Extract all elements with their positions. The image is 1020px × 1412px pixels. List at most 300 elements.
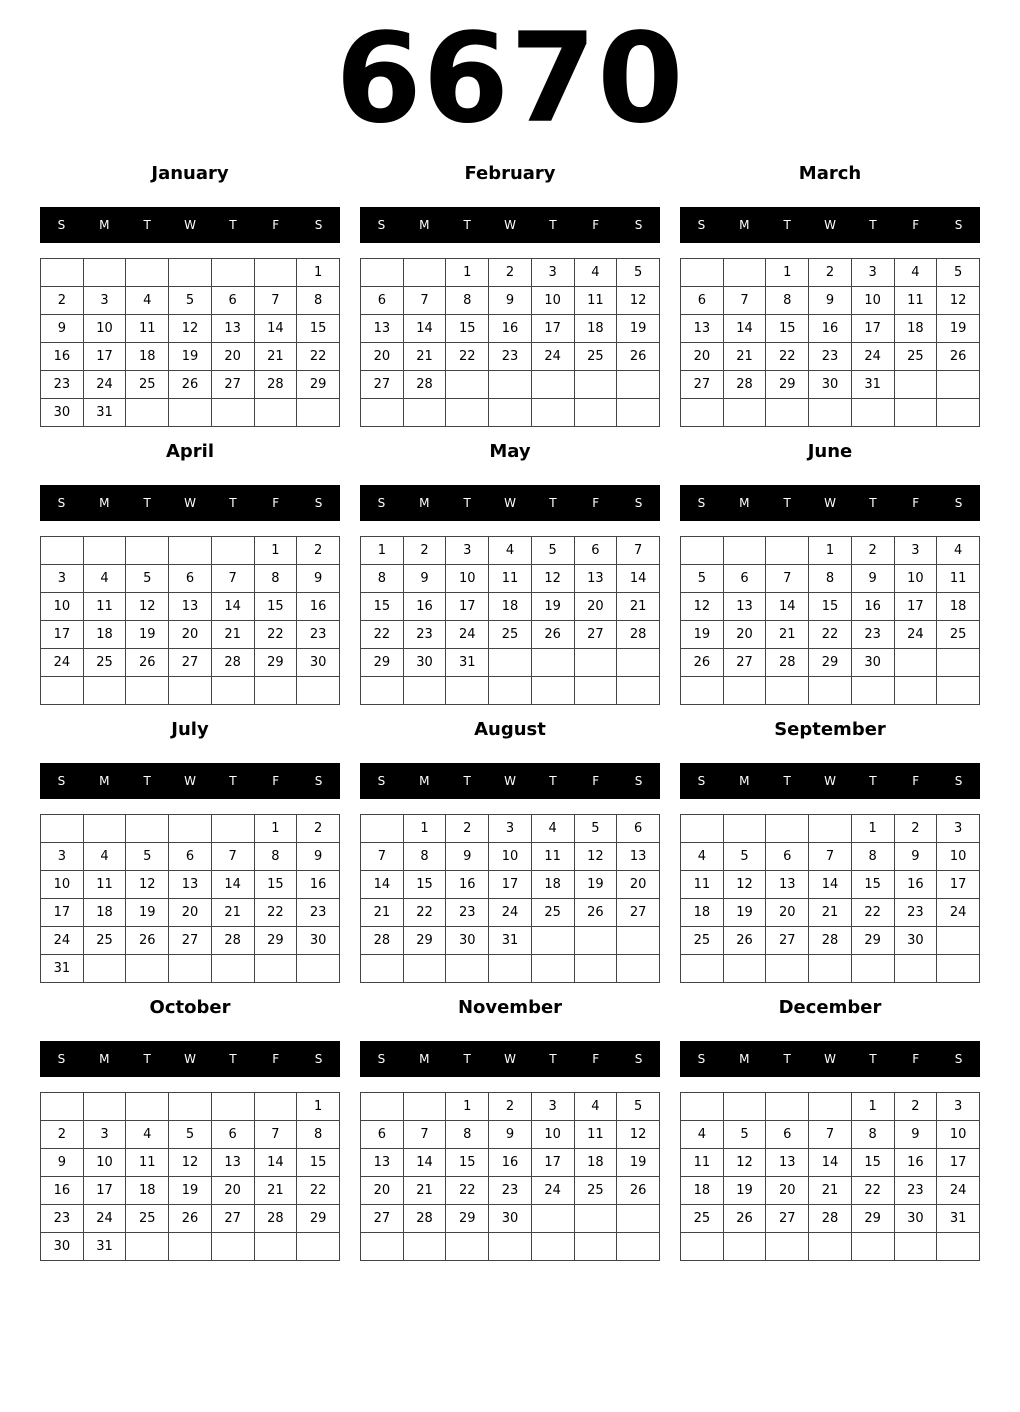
week-row	[41, 677, 340, 705]
week-row	[681, 1205, 980, 1233]
day-cell: 18	[531, 871, 574, 899]
weekday-header	[680, 485, 980, 521]
day-cell: 4	[126, 1121, 169, 1149]
day-cell	[617, 955, 660, 983]
day-cell	[937, 1233, 980, 1261]
day-cell	[403, 259, 446, 287]
day-cell: 19	[723, 1177, 766, 1205]
day-cell	[169, 259, 212, 287]
day-cell: 3	[41, 565, 84, 593]
day-grid	[360, 536, 660, 705]
day-cell: 27	[361, 371, 404, 399]
day-cell: 9	[809, 287, 852, 315]
weekday-label: T	[869, 496, 877, 510]
week-row	[681, 649, 980, 677]
day-cell: 16	[489, 1149, 532, 1177]
weekday-label: T	[549, 774, 557, 788]
day-cell: 19	[617, 1149, 660, 1177]
day-cell: 3	[446, 537, 489, 565]
day-cell: 29	[809, 649, 852, 677]
day-cell	[489, 371, 532, 399]
day-cell: 24	[41, 927, 84, 955]
day-cell: 11	[83, 871, 126, 899]
month-name: November	[457, 997, 563, 1018]
day-cell	[446, 955, 489, 983]
weekday-header	[680, 1041, 980, 1077]
day-cell: 19	[937, 315, 980, 343]
day-cell: 4	[574, 259, 617, 287]
day-cell: 6	[169, 565, 212, 593]
week-row	[681, 315, 980, 343]
weekday-label: S	[697, 774, 706, 788]
day-cell	[361, 1233, 404, 1261]
day-cell	[937, 371, 980, 399]
day-cell: 12	[681, 593, 724, 621]
day-cell: 15	[297, 315, 340, 343]
day-cell: 9	[446, 843, 489, 871]
weekday-header	[680, 207, 980, 243]
day-cell: 20	[766, 1177, 809, 1205]
day-cell: 7	[809, 1121, 852, 1149]
day-cell	[531, 955, 574, 983]
day-cell: 9	[297, 843, 340, 871]
day-cell: 1	[446, 259, 489, 287]
day-cell: 30	[446, 927, 489, 955]
day-cell	[681, 399, 724, 427]
weekday-label: W	[824, 774, 836, 788]
day-cell: 11	[681, 871, 724, 899]
day-cell: 30	[894, 927, 937, 955]
weekday-label: S	[377, 496, 386, 510]
weekday-label: S	[697, 218, 706, 232]
day-cell: 21	[361, 899, 404, 927]
day-cell: 12	[723, 871, 766, 899]
day-cell: 21	[403, 343, 446, 371]
day-cell	[41, 815, 84, 843]
day-cell	[126, 955, 169, 983]
day-cell: 4	[83, 565, 126, 593]
day-cell	[211, 1093, 254, 1121]
weekday-label: F	[912, 496, 920, 510]
day-cell: 4	[894, 259, 937, 287]
day-cell: 10	[937, 843, 980, 871]
weekday-label: F	[912, 218, 920, 232]
day-cell: 15	[361, 593, 404, 621]
weekday-label: T	[783, 1052, 791, 1066]
day-cell: 1	[446, 1093, 489, 1121]
day-cell: 10	[531, 1121, 574, 1149]
day-cell: 30	[41, 399, 84, 427]
day-cell: 8	[766, 287, 809, 315]
day-cell: 30	[41, 1233, 84, 1261]
month-name: August	[474, 719, 546, 740]
day-cell: 2	[851, 537, 894, 565]
day-cell: 13	[361, 315, 404, 343]
week-row	[361, 955, 660, 983]
day-cell: 20	[681, 343, 724, 371]
day-cell: 16	[851, 593, 894, 621]
day-cell: 10	[531, 287, 574, 315]
day-cell: 12	[617, 1121, 660, 1149]
day-cell: 20	[211, 1177, 254, 1205]
day-cell	[894, 371, 937, 399]
day-cell: 2	[297, 537, 340, 565]
day-cell: 9	[894, 1121, 937, 1149]
day-cell: 11	[937, 565, 980, 593]
day-cell: 16	[297, 871, 340, 899]
weekday-label: T	[869, 218, 877, 232]
day-cell: 15	[851, 871, 894, 899]
day-cell	[254, 1233, 297, 1261]
week-row	[361, 399, 660, 427]
day-cell: 7	[617, 537, 660, 565]
day-cell: 28	[617, 621, 660, 649]
day-cell	[489, 399, 532, 427]
day-cell: 26	[681, 649, 724, 677]
day-cell	[617, 677, 660, 705]
day-cell	[723, 1093, 766, 1121]
day-cell: 25	[574, 1177, 617, 1205]
weekday-label: W	[504, 774, 516, 788]
day-cell: 22	[254, 621, 297, 649]
day-cell: 20	[169, 899, 212, 927]
day-cell: 24	[41, 649, 84, 677]
day-cell: 5	[126, 565, 169, 593]
day-cell	[297, 955, 340, 983]
day-cell: 9	[894, 843, 937, 871]
day-cell	[723, 1233, 766, 1261]
day-cell: 31	[937, 1205, 980, 1233]
day-cell: 17	[937, 871, 980, 899]
day-cell	[446, 371, 489, 399]
weekday-label: S	[314, 496, 323, 510]
day-cell	[574, 399, 617, 427]
weekday-header	[40, 763, 340, 799]
day-grid	[680, 536, 980, 705]
day-cell: 29	[851, 927, 894, 955]
day-cell: 8	[254, 565, 297, 593]
day-cell: 24	[531, 343, 574, 371]
day-cell: 14	[809, 1149, 852, 1177]
day-cell: 30	[297, 649, 340, 677]
day-cell: 4	[531, 815, 574, 843]
weekday-label: M	[419, 774, 430, 788]
day-cell: 30	[297, 927, 340, 955]
day-cell: 15	[446, 1149, 489, 1177]
day-cell: 28	[211, 649, 254, 677]
day-cell: 17	[41, 621, 84, 649]
weekday-label: W	[184, 218, 196, 232]
day-cell: 26	[723, 1205, 766, 1233]
day-cell: 13	[766, 871, 809, 899]
day-cell: 25	[681, 1205, 724, 1233]
week-row	[361, 1093, 660, 1121]
week-row	[41, 621, 340, 649]
day-cell: 16	[894, 871, 937, 899]
weekday-label: T	[783, 218, 791, 232]
day-cell: 11	[83, 593, 126, 621]
day-cell	[41, 677, 84, 705]
day-cell	[254, 399, 297, 427]
day-cell	[211, 677, 254, 705]
weekday-label: W	[184, 774, 196, 788]
day-cell: 6	[361, 1121, 404, 1149]
weekday-label: W	[504, 1052, 516, 1066]
day-cell: 21	[211, 621, 254, 649]
day-cell: 17	[851, 315, 894, 343]
day-cell	[574, 1233, 617, 1261]
day-cell: 11	[489, 565, 532, 593]
day-cell: 22	[851, 1177, 894, 1205]
day-cell: 7	[211, 843, 254, 871]
day-cell	[766, 677, 809, 705]
day-cell: 14	[617, 565, 660, 593]
day-cell	[851, 677, 894, 705]
week-row	[681, 927, 980, 955]
day-cell: 29	[254, 649, 297, 677]
day-cell: 13	[211, 1149, 254, 1177]
day-cell: 5	[681, 565, 724, 593]
day-cell	[681, 537, 724, 565]
day-cell: 24	[894, 621, 937, 649]
day-cell: 16	[809, 315, 852, 343]
day-cell	[531, 649, 574, 677]
day-cell: 26	[617, 1177, 660, 1205]
day-cell: 27	[211, 1205, 254, 1233]
day-cell: 6	[361, 287, 404, 315]
day-cell	[531, 371, 574, 399]
day-cell	[574, 1205, 617, 1233]
day-cell	[531, 677, 574, 705]
day-cell: 25	[894, 343, 937, 371]
day-cell: 26	[169, 1205, 212, 1233]
day-cell	[809, 677, 852, 705]
weekday-header	[40, 1041, 340, 1077]
day-cell	[297, 677, 340, 705]
weekday-label: W	[824, 1052, 836, 1066]
day-cell: 24	[531, 1177, 574, 1205]
day-cell: 19	[169, 343, 212, 371]
day-cell: 24	[937, 899, 980, 927]
day-cell: 23	[403, 621, 446, 649]
day-cell: 13	[723, 593, 766, 621]
day-cell	[297, 399, 340, 427]
weekday-label: F	[272, 1052, 280, 1066]
week-row	[681, 899, 980, 927]
day-cell: 14	[361, 871, 404, 899]
day-cell: 15	[446, 315, 489, 343]
day-cell: 21	[254, 1177, 297, 1205]
day-cell: 12	[574, 843, 617, 871]
day-cell	[211, 537, 254, 565]
day-cell	[211, 815, 254, 843]
day-cell: 18	[894, 315, 937, 343]
day-cell	[403, 1093, 446, 1121]
day-cell: 28	[254, 1205, 297, 1233]
weekday-label: T	[869, 1052, 877, 1066]
month-name: May	[489, 441, 531, 462]
day-cell: 3	[83, 287, 126, 315]
day-cell	[169, 815, 212, 843]
day-cell: 21	[723, 343, 766, 371]
day-cell: 19	[617, 315, 660, 343]
day-cell: 21	[766, 621, 809, 649]
weekday-header	[680, 763, 980, 799]
day-cell: 7	[254, 287, 297, 315]
week-row	[681, 815, 980, 843]
day-cell: 17	[446, 593, 489, 621]
day-cell: 8	[851, 843, 894, 871]
day-cell: 18	[574, 1149, 617, 1177]
week-row	[41, 371, 340, 399]
day-cell: 27	[723, 649, 766, 677]
day-cell: 1	[361, 537, 404, 565]
day-cell	[809, 1093, 852, 1121]
day-cell: 22	[766, 343, 809, 371]
month-name: July	[171, 719, 209, 740]
day-cell: 16	[489, 315, 532, 343]
weekday-label: T	[143, 774, 151, 788]
day-cell: 23	[297, 899, 340, 927]
day-cell: 2	[403, 537, 446, 565]
day-cell	[937, 399, 980, 427]
weekday-label: T	[463, 774, 471, 788]
day-grid	[680, 814, 980, 983]
day-cell	[169, 1233, 212, 1261]
day-cell: 15	[254, 593, 297, 621]
day-cell	[937, 955, 980, 983]
day-cell: 21	[211, 899, 254, 927]
weekday-label: W	[504, 496, 516, 510]
day-cell	[126, 815, 169, 843]
day-cell: 20	[723, 621, 766, 649]
day-cell: 25	[126, 371, 169, 399]
week-row	[681, 1233, 980, 1261]
day-cell: 14	[403, 315, 446, 343]
week-row	[361, 1205, 660, 1233]
weekday-label: S	[954, 496, 963, 510]
day-cell	[851, 1233, 894, 1261]
day-cell: 25	[126, 1205, 169, 1233]
day-cell: 6	[723, 565, 766, 593]
day-cell: 9	[297, 565, 340, 593]
day-cell	[489, 677, 532, 705]
day-cell: 3	[531, 1093, 574, 1121]
day-grid	[40, 258, 340, 427]
day-cell	[489, 955, 532, 983]
week-row	[41, 593, 340, 621]
day-cell	[766, 815, 809, 843]
day-cell: 15	[809, 593, 852, 621]
day-cell	[937, 649, 980, 677]
day-cell: 20	[617, 871, 660, 899]
week-row	[41, 1121, 340, 1149]
day-cell	[531, 1233, 574, 1261]
day-cell: 8	[809, 565, 852, 593]
day-cell: 11	[126, 315, 169, 343]
day-cell: 23	[446, 899, 489, 927]
day-cell	[211, 1233, 254, 1261]
day-cell: 8	[446, 1121, 489, 1149]
day-cell: 13	[211, 315, 254, 343]
day-cell: 25	[489, 621, 532, 649]
day-cell: 9	[41, 315, 84, 343]
day-cell	[894, 677, 937, 705]
day-cell	[681, 955, 724, 983]
month-name: October	[149, 997, 231, 1018]
weekday-label: M	[419, 218, 430, 232]
day-cell	[723, 955, 766, 983]
day-cell: 30	[489, 1205, 532, 1233]
day-cell	[894, 399, 937, 427]
week-row	[681, 537, 980, 565]
day-cell: 18	[126, 343, 169, 371]
week-row	[41, 871, 340, 899]
day-cell: 11	[894, 287, 937, 315]
day-cell: 2	[894, 815, 937, 843]
day-cell	[361, 1093, 404, 1121]
day-cell: 18	[83, 621, 126, 649]
day-cell	[83, 677, 126, 705]
weekday-label: S	[697, 496, 706, 510]
day-cell: 31	[489, 927, 532, 955]
day-cell: 14	[254, 315, 297, 343]
day-cell: 20	[766, 899, 809, 927]
week-row	[361, 537, 660, 565]
day-cell: 18	[937, 593, 980, 621]
day-cell: 7	[723, 287, 766, 315]
day-cell: 7	[403, 287, 446, 315]
week-row	[681, 399, 980, 427]
day-cell	[169, 1093, 212, 1121]
week-row	[681, 1149, 980, 1177]
day-cell: 8	[361, 565, 404, 593]
day-cell: 4	[489, 537, 532, 565]
day-cell: 2	[809, 259, 852, 287]
day-cell: 21	[809, 1177, 852, 1205]
day-cell	[489, 1233, 532, 1261]
day-cell: 5	[723, 843, 766, 871]
day-cell: 5	[617, 259, 660, 287]
day-cell	[361, 399, 404, 427]
day-cell: 23	[894, 1177, 937, 1205]
day-cell: 15	[766, 315, 809, 343]
weekday-label: S	[954, 218, 963, 232]
day-cell: 17	[531, 1149, 574, 1177]
month-name: February	[464, 163, 556, 184]
weekday-label: T	[783, 774, 791, 788]
day-cell: 12	[169, 315, 212, 343]
day-cell	[723, 677, 766, 705]
week-row	[681, 343, 980, 371]
day-cell: 10	[83, 315, 126, 343]
day-cell: 7	[211, 565, 254, 593]
weekday-label: F	[592, 774, 600, 788]
weekday-label: T	[549, 496, 557, 510]
day-cell: 8	[403, 843, 446, 871]
day-cell: 28	[211, 927, 254, 955]
day-cell: 29	[851, 1205, 894, 1233]
day-cell	[766, 537, 809, 565]
week-row	[361, 899, 660, 927]
weekday-label: M	[419, 1052, 430, 1066]
day-cell: 26	[169, 371, 212, 399]
day-cell	[809, 815, 852, 843]
day-cell: 18	[126, 1177, 169, 1205]
day-cell: 26	[937, 343, 980, 371]
day-cell: 6	[617, 815, 660, 843]
day-cell: 16	[403, 593, 446, 621]
